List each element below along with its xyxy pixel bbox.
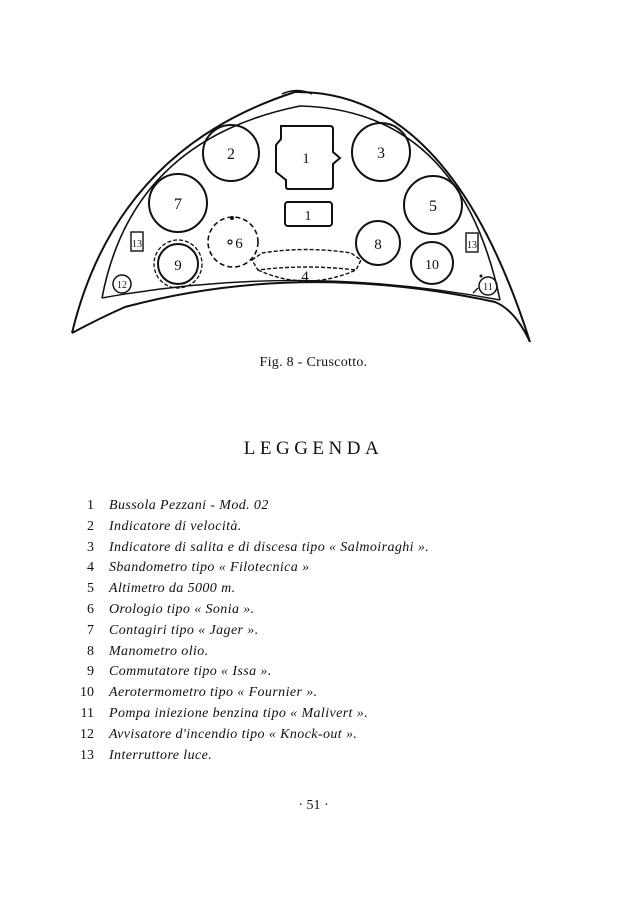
legend-item-text: Avvisatore d'incendio tipo « Knock-out ». bbox=[109, 726, 358, 742]
instrument-1-label: 1 bbox=[302, 151, 310, 167]
legend-item-text: Commutatore tipo « Issa ». bbox=[109, 664, 272, 680]
instrument-13-right-label: 13 bbox=[467, 240, 477, 251]
panel-outer-outline bbox=[72, 92, 530, 342]
legend-item-text: Altimetro da 5000 m. bbox=[109, 581, 236, 597]
instrument-2-label: 2 bbox=[227, 146, 235, 163]
legend-item-number: 5 bbox=[87, 581, 94, 597]
instrument-7-label: 7 bbox=[174, 196, 182, 213]
legend-item bbox=[70, 662, 590, 683]
legend-item-text: Indicatore di salita e di discesa tipo « Salmoiraghi ». bbox=[109, 539, 430, 555]
legend-item-number: 2 bbox=[87, 518, 94, 534]
legend-item bbox=[70, 746, 590, 767]
instrument-11-dot bbox=[480, 275, 483, 278]
legend-title: LEGGENDA bbox=[243, 438, 384, 459]
legend-item-text: Aerotermometro tipo « Fournier ». bbox=[109, 685, 318, 701]
instrument-13-left-label: 13 bbox=[132, 239, 142, 250]
instrument-1b-label: 1 bbox=[304, 209, 312, 224]
legend-item bbox=[70, 600, 590, 621]
legend-item-text: Bussola Pezzani - Mod. 02 bbox=[109, 498, 269, 513]
legend-item-number: 9 bbox=[87, 664, 94, 680]
legend-item-text: Orologio tipo « Sonia ». bbox=[109, 601, 255, 617]
legend-item bbox=[70, 579, 590, 600]
instrument-3-label: 3 bbox=[377, 145, 385, 162]
page-number: · 51 · bbox=[298, 798, 329, 813]
legend-item bbox=[70, 683, 590, 704]
instrument-5-label: 5 bbox=[429, 198, 437, 215]
legend-item-number: 11 bbox=[80, 705, 94, 721]
legend-item-number: 8 bbox=[87, 643, 94, 659]
instrument-12-label: 12 bbox=[117, 280, 127, 291]
legend-item-text: Indicatore di velocità. bbox=[109, 518, 242, 534]
legend-item-number: 12 bbox=[80, 726, 94, 742]
legend-item-number: 10 bbox=[80, 685, 94, 701]
legend-item bbox=[70, 496, 590, 517]
legend-item-text: Interruttore luce. bbox=[109, 747, 213, 763]
instrument-6-label: 6 bbox=[235, 236, 243, 252]
instrument-8-label: 8 bbox=[374, 237, 382, 253]
instrument-11-tick bbox=[473, 288, 478, 293]
instrument-10-label: 10 bbox=[425, 258, 439, 273]
legend-item-number: 1 bbox=[87, 498, 94, 513]
legend-item bbox=[70, 538, 590, 559]
legend-item bbox=[70, 642, 590, 663]
instrument-6-dot bbox=[230, 216, 234, 220]
legend-item-text: Sbandometro tipo « Filotecnica » bbox=[109, 560, 310, 576]
dashboard-diagram bbox=[0, 0, 627, 360]
figure-caption: Fig. 8 - Cruscotto. bbox=[259, 355, 368, 370]
legend-item-number: 3 bbox=[87, 539, 94, 555]
instrument-4-label: 4 bbox=[301, 269, 309, 285]
legend-item bbox=[70, 704, 590, 725]
legend-item bbox=[70, 621, 590, 642]
legend-item-number: 7 bbox=[87, 622, 94, 638]
legend-item-text: Contagiri tipo « Jager ». bbox=[109, 622, 259, 638]
legend-item-text: Manometro olio. bbox=[109, 643, 209, 659]
instrument-6-center bbox=[228, 240, 232, 244]
legend-item bbox=[70, 725, 590, 746]
legend-item-number: 13 bbox=[80, 747, 94, 763]
instrument-11-label: 11 bbox=[483, 282, 493, 293]
legend-item bbox=[70, 558, 590, 579]
instrument-6-clock bbox=[208, 217, 258, 267]
legend-item bbox=[70, 517, 590, 538]
legend-item-text: Pompa iniezione benzina tipo « Malivert ». bbox=[109, 705, 369, 721]
legend-list bbox=[70, 496, 590, 766]
legend-item-number: 4 bbox=[87, 560, 94, 576]
instrument-9-label: 9 bbox=[174, 258, 182, 274]
legend-item-number: 6 bbox=[87, 601, 94, 617]
instrument-4-slip-indicator bbox=[252, 250, 361, 271]
